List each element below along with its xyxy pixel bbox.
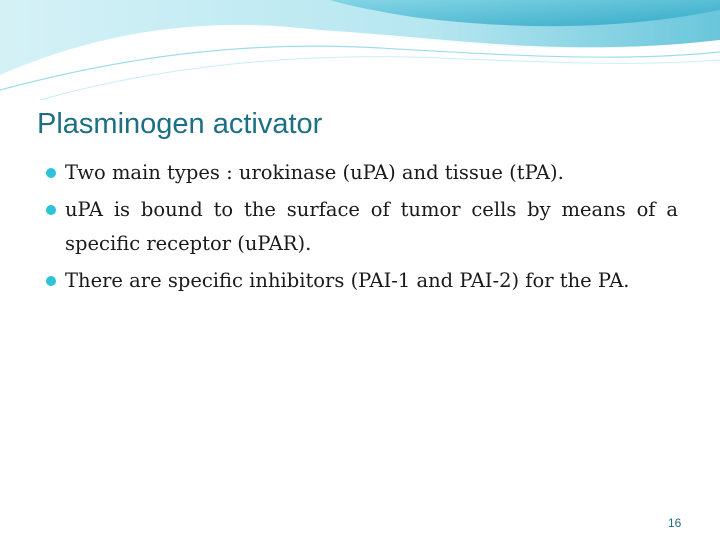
header-wave-decoration xyxy=(0,0,720,110)
bullet-dot-icon xyxy=(46,168,56,178)
bullet-text: uPA is bound to the surface of tumor cells by means of a specific receptor (uPAR). xyxy=(65,198,678,255)
bullet-dot-icon xyxy=(46,276,56,286)
bullet-item-3 xyxy=(44,264,678,298)
bullet-list xyxy=(44,156,678,301)
bullet-text: Two main types : urokinase (uPA) and tissue (tPA). xyxy=(65,161,564,184)
page-number: 16 xyxy=(668,516,682,530)
bullet-dot-icon xyxy=(46,205,56,215)
bullet-item-1 xyxy=(44,156,678,190)
slide-title: Plasminogen activator xyxy=(37,108,323,140)
bullet-item-2 xyxy=(44,193,678,261)
bullet-text: There are specific inhibitors (PAI-1 and PAI-2) for the PA. xyxy=(65,269,630,292)
